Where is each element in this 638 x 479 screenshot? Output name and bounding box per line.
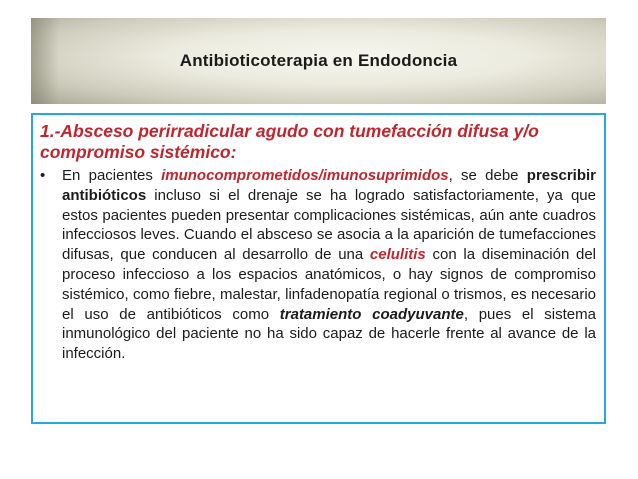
bullet-paragraph: [62, 166, 596, 364]
highlight-adjuvant-treatment: tratamiento coadyuvante: [279, 305, 464, 323]
text-run: En pacientes: [62, 167, 162, 184]
content-box: [31, 113, 606, 424]
slide-title: Antibioticoterapia en Endodoncia: [179, 51, 458, 70]
highlight-immunocompromised: imunocomprometidos/imunosuprimidos: [161, 167, 449, 184]
text-run: con la diseminación del proceso infeccioso a los espacios anatómicos, o hay signos de compromiso sistémico, como fiebre, malestar, linfadenopatía regional o trismos, es necesario el uso de antibióticos como: [62, 246, 596, 323]
text-run: incluso si el drenaje se ha logrado satisfactoriamente, ya que estos pacientes pueden presentar complicaciones sistémicas, aún ante cuadros infecciosos leves. Cuando el absceso se asocia a la aparición de tumefacciones difusas, que conducen al desarrollo de una: [62, 186, 596, 264]
bullet-icon: •: [40, 167, 46, 184]
section-heading: 1.-Absceso perirradicular agudo con tumefacción difusa y/o compromiso sistémico:: [40, 121, 539, 162]
text-run: , pues el sistema inmunológico del paciente no ha sido capaz de hacerle frente al avance de la infección.: [62, 305, 596, 363]
highlight-prescribe-antibiotics: prescribir antibióticos: [62, 167, 596, 204]
title-banner: [31, 18, 606, 104]
text-run: , se debe: [448, 167, 527, 184]
highlight-celulitis: celulitis: [369, 246, 426, 264]
